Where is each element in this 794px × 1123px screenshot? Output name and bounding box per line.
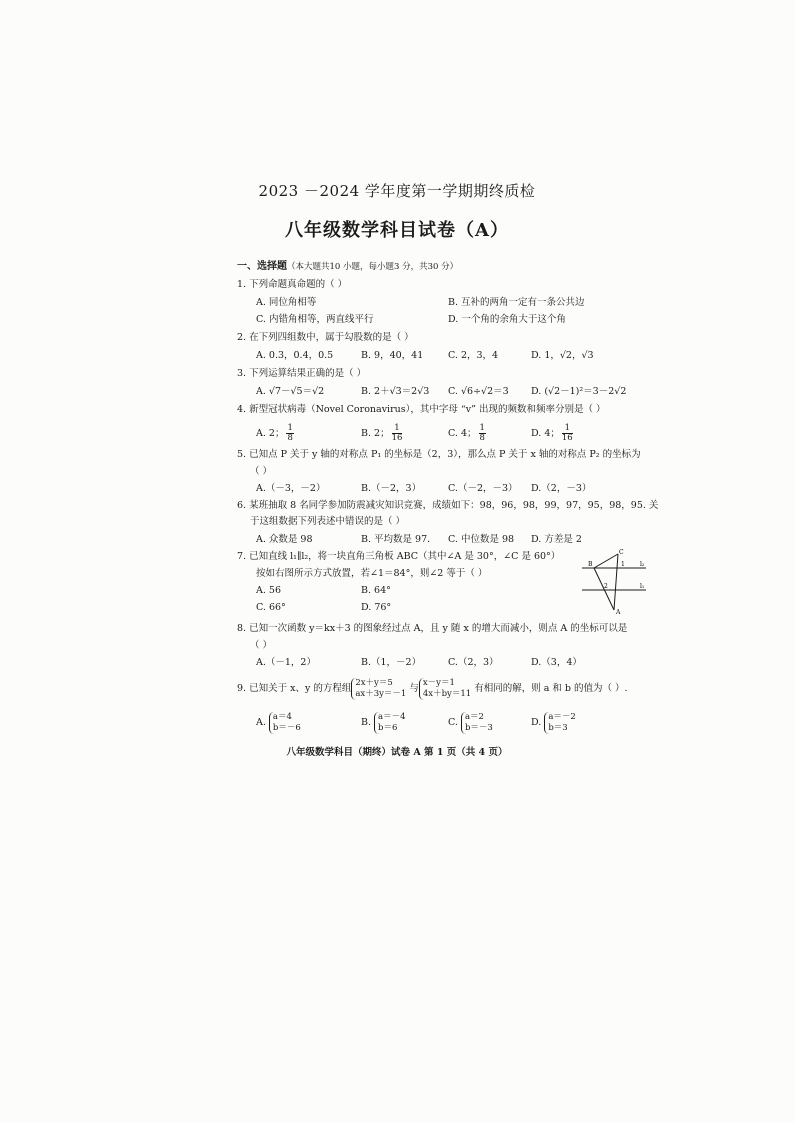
q4-option-a-label: A. 2； [256,428,285,439]
q9-option-b-system [374,712,405,734]
q9-system-2 [419,678,471,700]
q9-stem-mid: 与 [409,683,419,694]
equation-row: 4x＋by＝11 [422,688,472,699]
fraction-numerator: 1 [287,423,293,433]
fraction-numerator: 1 [562,424,573,434]
q9-stem-pre: 9. 已知关于 x、y 的方程组 [237,683,352,694]
q8-option-c: C.（2，3） [448,657,499,668]
section-note: （本大题共10 小题，每小题3 分，共30 分） [287,262,459,272]
q2-option-b: B. 9，40，41 [361,350,424,361]
equation-row: b＝6 [378,722,398,733]
equation-row: 2x＋y＝5 [355,677,393,688]
equation-row: a＝－2 [548,711,576,722]
q4-stem: 4. 新型冠状病毒（Novel Coronavirus），其中字母 “v” 出现的频数和频率分别是（ ） [237,404,606,415]
q9-option-a-system [269,712,301,734]
q9-option-b [361,710,406,736]
q4-option-b-fraction [392,424,403,443]
q4-option-a [256,424,294,443]
q2-option-a: A. 0.3，0.4，0.5 [256,350,334,361]
q6-option-d: D. 方差是 2 [531,534,582,545]
equation-row: b＝－3 [464,722,493,733]
q4-option-c-fraction [479,424,486,443]
q6-option-b: B. 平均数是 97． [361,534,437,545]
page-footer: 八年级数学科目（期终）试卷 A 第 1 页（共 4 页） [286,747,508,758]
q4-option-d-label: D. 4； [531,428,560,439]
q5-option-a: A.（－3，－2） [256,483,326,494]
q4-option-d [531,424,573,443]
q2-stem: 2. 在下列四组数中，属于勾股数的是（ ） [237,332,414,343]
fraction-denominator: 16 [561,433,573,443]
q9-option-a [256,710,301,736]
fraction-numerator: 1 [392,424,403,434]
q1-stem: 1. 下列命题真命题的（ ） [237,279,348,290]
q2-option-c: C. 2，3，4 [448,350,499,361]
equation-row: a＝2 [464,711,484,722]
equation-row: a＝4 [272,711,292,722]
q9-stem [237,676,628,702]
section-title: 一、选择题 [237,261,287,272]
q1-option-a: A. 同位角相等 [256,297,317,308]
fraction-denominator: 8 [479,433,485,443]
q9-option-b-label: B. [361,717,372,728]
q3-stem: 3. 下列运算结果正确的是（ ） [237,368,367,379]
q4-option-a-fraction [286,424,293,443]
q6-option-c: C. 中位数是 98 [448,534,515,545]
q4-option-b-label: B. 2； [361,428,390,439]
q9-system-1 [351,678,406,700]
equation-row: a＝－4 [378,711,406,722]
q9-stem-post: 有相同的解，则 a 和 b 的值为（ ）. [474,683,628,694]
q9-option-a-label: A. [256,717,266,728]
exam-title-year: 2023 －2024 学年度第一学期期终质检 [258,182,536,200]
q7-stem-cont: 按如右图所示方式放置，若∠1＝84°，则∠2 等于（ ） [256,568,488,579]
fig-label-a: A [616,609,621,616]
exam-title-subject: 八年级数学科目试卷（A） [285,220,509,241]
q4-option-c-label: C. 4； [448,428,477,439]
fig-label-angle1: 1 [621,561,625,568]
q5-option-b: B.（－2，3） [361,483,422,494]
q3-option-b: B. 2＋√3＝2√3 [361,386,430,397]
q1-option-c: C. 内错角相等，两直线平行 [256,314,374,325]
q8-stem-cont: （ ） [250,640,273,651]
q7-stem: 7. 已知直线 l₁∥l₂，将一块直角三角板 ABC（其中∠A 是 30°，∠C 是 60°） [237,551,561,562]
q1-option-b: B. 互补的两角一定有一条公共边 [448,297,585,308]
fig-label-b: B [588,561,593,568]
q4-option-b [361,424,402,443]
fig-label-angle2: 2 [604,583,608,590]
q5-option-c: C.（－2，－3） [448,483,518,494]
section-heading [237,261,458,273]
q7-option-d: D. 76° [361,602,392,613]
q9-option-d [531,710,576,736]
q9-option-c [448,710,493,736]
q9-option-d-label: D. [531,717,542,728]
q1-option-d: D. 一个角的余角大于这个角 [448,314,566,325]
equation-row: b＝3 [548,722,568,733]
q7-option-c: C. 66° [256,602,286,613]
triangle-side-bc [594,554,618,568]
q9-option-c-system [461,712,493,734]
q8-option-b: B.（1，－2） [361,657,422,668]
q7-option-b: B. 64° [361,585,391,596]
q5-stem: 5. 已知点 P 关于 y 轴的对称点 P₁ 的坐标是（2，3），那么点 P 关于 x 轴的对称点 P₂ 的坐标为 [237,449,641,460]
q9-option-d-system [544,712,575,734]
q5-option-d: D.（2，－3） [531,483,592,494]
q6-stem-cont: 于这组数据下列表述中错误的是（ ） [250,516,406,527]
equation-row: b＝－6 [272,722,301,733]
fig-label-l1: l₁ [640,583,645,590]
q3-option-d: D. (√2－1)²＝3－2√2 [531,386,627,397]
fig-label-l2: l₂ [640,561,645,568]
equation-row: x－y＝1 [422,677,455,688]
fig-label-c: C [619,549,624,556]
triangle-side-ca [614,554,618,610]
q8-option-a: A.（－1，2） [256,657,316,668]
q6-option-a: A. 众数是 98 [256,534,313,545]
equation-row: ax＋3y＝－1 [355,688,407,699]
q8-option-d: D.（3，4） [531,657,582,668]
q5-stem-cont: （ ） [250,466,273,477]
q4-option-d-fraction [562,424,573,443]
q6-stem: 6. 某班抽取 8 名同学参加防震减灾知识竞赛，成绩如下：98，96，98，99，97，95，98，95. 关 [237,500,659,511]
fraction-numerator: 1 [479,423,485,433]
q3-option-a: A. √7－√5＝√2 [256,386,325,397]
q8-stem: 8. 已知一次函数 y＝kx＋3 的图象经过点 A，且 y 随 x 的增大而减小，则点 A 的坐标可以是 [237,623,628,634]
q7-option-a: A. 56 [256,585,281,596]
q3-option-c: C. √6÷√2＝3 [448,386,509,397]
fraction-denominator: 16 [391,433,403,443]
q4-option-c [448,424,486,443]
q9-option-c-label: C. [448,717,458,728]
q2-option-d: D. 1，√2，√3 [531,350,594,361]
q7-triangle-figure [580,548,650,618]
fraction-denominator: 8 [287,433,293,443]
